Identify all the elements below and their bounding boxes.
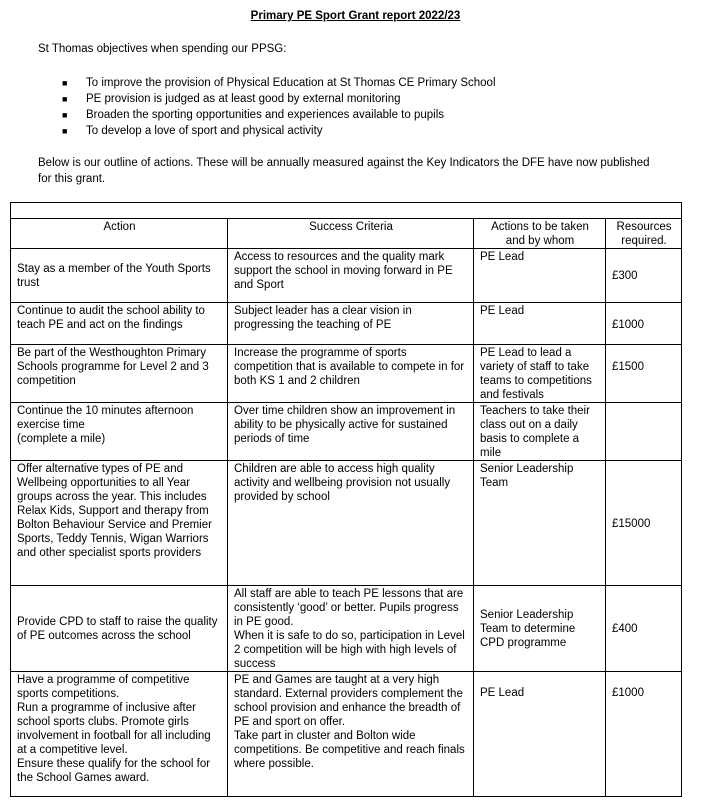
table-top-cell: [11, 203, 682, 219]
action-text: Stay as a member of the Youth Sports trust: [17, 263, 211, 289]
table-row: [11, 303, 682, 345]
table-row: [11, 345, 682, 403]
criteria-text: All staff are able to teach PE lessons that are consistently ‘good’ or better. Pupils progress in PE good.: [234, 588, 464, 628]
outline-paragraph: Below is our outline of actions. These will be annually measured against the Key Indicators the DFE have now published for this grant.: [38, 157, 650, 185]
table-header-row: [11, 219, 682, 249]
criteria-cell: [228, 586, 474, 672]
who-cell: Teachers to take their class out on a daily basis to complete a mile: [474, 403, 606, 461]
objective-text: To develop a love of sport and physical activity: [86, 125, 323, 137]
criteria-cell: [228, 461, 474, 586]
resources-cell: [606, 403, 682, 461]
who-cell: PE Lead: [474, 249, 606, 303]
criteria-cell: [228, 672, 474, 797]
page-title: Primary PE Sport Grant report 2022/23: [250, 10, 461, 22]
objective-item: [62, 91, 496, 107]
criteria-text: Access to resources and the quality mark support the school in moving forward in PE and Sport: [234, 251, 453, 291]
criteria-text: Over time children show an improvement in ability to be physically active for sustained periods of time: [234, 405, 456, 445]
action-cell: [11, 672, 228, 797]
table-row: [11, 249, 682, 303]
table-row: [11, 403, 682, 461]
square-bullet-icon: ■: [62, 94, 68, 104]
action-text: Run a programme of inclusive after school sports clubs. Promote girls involvement in football for all including at a competitive level.: [17, 702, 211, 756]
action-text: Ensure these qualify for the school for the School Games award.: [17, 758, 211, 784]
action-text: Be part of the Westhoughton Primary Schools programme for Level 2 and 3 competition: [17, 347, 209, 387]
action-text: Have a programme of competitive sports competitions.: [17, 674, 190, 700]
action-cell: [11, 345, 228, 403]
resources-cell: £300: [606, 249, 682, 303]
action-cell: [11, 403, 228, 461]
who-cell: PE Lead: [474, 303, 606, 345]
resources-cell: £15000: [606, 461, 682, 586]
criteria-text: Children are able to access high quality activity and wellbeing provision not usually provided by school: [234, 463, 451, 503]
square-bullet-icon: ■: [62, 78, 68, 88]
table-row: [11, 461, 682, 586]
objective-item: [62, 107, 496, 123]
action-text: Continue to audit the school ability to teach PE and act on the findings: [17, 305, 205, 331]
objective-text: To improve the provision of Physical Education at St Thomas CE Primary School: [86, 77, 496, 89]
criteria-text: Take part in cluster and Bolton wide competitions. Be competitive and reach finals where possible.: [234, 730, 465, 770]
objective-text: Broaden the sporting opportunities and experiences available to pupils: [86, 109, 445, 121]
actions-table: [10, 202, 682, 797]
objectives-list: [62, 75, 496, 139]
action-cell: [11, 303, 228, 345]
resources-cell: £400: [606, 586, 682, 672]
resources-cell: £1000: [606, 672, 682, 797]
action-cell: [11, 249, 228, 303]
table-top-row: [11, 203, 682, 219]
action-text: (complete a mile): [17, 433, 106, 445]
objective-item: [62, 75, 496, 91]
header-actions-by-whom: Actions to be taken and by whom: [474, 219, 606, 249]
action-text: Provide CPD to staff to raise the quality of PE outcomes across the school: [17, 616, 218, 642]
table-row: [11, 586, 682, 672]
who-cell: PE Lead to lead a variety of staff to take teams to competitions and festivals: [474, 345, 606, 403]
who-cell: Senior Leadership Team to determine CPD programme: [474, 586, 606, 672]
criteria-text: When it is safe to do so, participation in Level 2 competition will be high with high levels of success: [234, 630, 465, 670]
action-cell: [11, 461, 228, 586]
header-success-criteria: Success Criteria: [228, 219, 474, 249]
action-cell: [11, 586, 228, 672]
criteria-text: Increase the programme of sports competition that is available to compete in for both KS 1 and 2 children: [234, 347, 465, 387]
criteria-cell: [228, 249, 474, 303]
criteria-text: Subject leader has a clear vision in progressing the teaching of PE: [234, 305, 412, 331]
who-cell: PE Lead: [474, 672, 606, 797]
action-text: Continue the 10 minutes afternoon exercise time: [17, 405, 194, 431]
square-bullet-icon: ■: [62, 126, 68, 136]
square-bullet-icon: ■: [62, 110, 68, 120]
criteria-cell: [228, 403, 474, 461]
action-text: Offer alternative types of PE and Wellbeing opportunities to all Year groups across the year. This includes Relax Kids, Support and therapy from Bolton Behaviour Service and Premier Sports, Teddy Tennis, Wigan Warriors and other specialist sports providers: [17, 463, 212, 559]
who-cell: Senior Leadership Team: [474, 461, 606, 586]
objectives-intro: St Thomas objectives when spending our PPSG:: [38, 43, 287, 55]
header-action: Action: [11, 219, 228, 249]
header-resources: Resources required.: [606, 219, 682, 249]
objective-text: PE provision is judged as at least good by external monitoring: [86, 93, 401, 105]
resources-cell: £1000: [606, 303, 682, 345]
criteria-text: PE and Games are taught at a very high standard. External providers complement the school provision and enhance the breadth of PE and sport on offer.: [234, 674, 463, 728]
criteria-cell: [228, 345, 474, 403]
objective-item: [62, 123, 496, 139]
resources-cell: £1500: [606, 345, 682, 403]
table-row: [11, 672, 682, 797]
criteria-cell: [228, 303, 474, 345]
